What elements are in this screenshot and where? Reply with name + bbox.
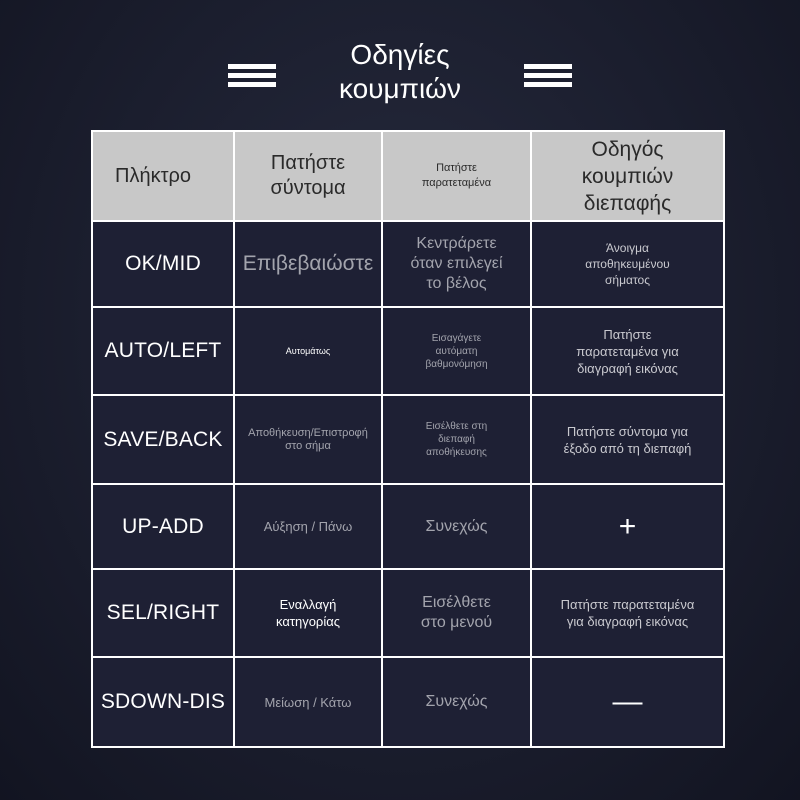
key-label: SDOWN-DIS xyxy=(100,690,226,713)
column-header-line: διεπαφής xyxy=(583,191,672,215)
cell-text: το βέλος xyxy=(426,275,487,292)
cell-text: αυτόματη xyxy=(435,345,478,357)
table-header-row xyxy=(92,131,724,221)
short-press-cell xyxy=(234,569,382,657)
column-header-long-press xyxy=(382,131,531,221)
column-header-line: παρατεταμένα xyxy=(421,177,492,189)
cell-text: βαθμονόμηση xyxy=(425,358,488,370)
ui-guide-cell xyxy=(531,569,724,657)
key-label: AUTO/LEFT xyxy=(104,339,222,362)
cell-text: διεπαφή xyxy=(438,434,475,445)
cell-text: για διαγραφή εικόνας xyxy=(566,614,689,629)
ui-guide-cell xyxy=(531,657,724,747)
cell-text: Εισαγάγετε xyxy=(431,332,482,344)
cell-text: Αποθήκευση/Επιστροφή xyxy=(248,426,368,439)
key-cell xyxy=(92,569,234,657)
cell-text: Επιβεβαιώστε xyxy=(242,252,374,275)
key-label: SEL/RIGHT xyxy=(106,601,220,624)
table-row xyxy=(92,484,724,569)
key-cell xyxy=(92,307,234,395)
plus-icon: + xyxy=(618,509,637,543)
title-line-1: Οδηγίες xyxy=(350,39,450,70)
title-line-2: κουμπιών xyxy=(338,73,462,104)
key-label: OK/MID xyxy=(125,252,201,275)
cell-text: σήματος xyxy=(605,273,650,287)
key-label: SAVE/BACK xyxy=(103,427,223,451)
key-label: UP-ADD xyxy=(122,514,204,538)
cell-text: στο σήμα xyxy=(285,439,331,452)
short-press-cell xyxy=(234,221,382,307)
short-press-cell xyxy=(234,484,382,569)
cell-text: έξοδο από τη διεπαφή xyxy=(563,440,692,456)
key-cell xyxy=(92,395,234,484)
cell-text: παρατεταμένα για xyxy=(576,343,679,359)
long-press-cell xyxy=(382,569,531,657)
cell-text: Αυτομάτως xyxy=(285,346,331,356)
ui-guide-cell xyxy=(531,395,724,484)
long-press-cell xyxy=(382,221,531,307)
column-header-key xyxy=(92,131,234,221)
table-row xyxy=(92,395,724,484)
cell-text: Αύξηση / Πάνω xyxy=(263,519,353,534)
cell-text: Πατήστε xyxy=(603,326,652,342)
column-header-line: Πατήστε xyxy=(270,152,346,174)
short-press-cell xyxy=(234,395,382,484)
cell-text: κατηγορίας xyxy=(275,614,341,629)
long-press-cell xyxy=(382,484,531,569)
cell-text: διαγραφή εικόνας xyxy=(577,360,678,376)
cell-text: Εισέλθετε xyxy=(422,594,491,611)
column-header-line: Πατήστε xyxy=(436,162,477,174)
table-row xyxy=(92,657,724,747)
cell-text: όταν επιλεγεί xyxy=(410,255,503,272)
cell-text: Εναλλαγή xyxy=(279,597,337,612)
long-press-cell xyxy=(382,307,531,395)
short-press-cell xyxy=(234,307,382,395)
cell-text: Άνοιγμα xyxy=(606,241,649,255)
key-cell xyxy=(92,484,234,569)
cell-text: αποθήκευσης xyxy=(426,447,487,458)
long-press-cell xyxy=(382,657,531,747)
short-press-cell xyxy=(234,657,382,747)
column-header-line: κουμπιών xyxy=(581,164,674,188)
cell-text: Εισέλθετε στη xyxy=(425,421,488,432)
key-cell xyxy=(92,657,234,747)
cell-text: αποθηκευμένου xyxy=(585,257,670,271)
cell-text: Μείωση / Κάτω xyxy=(264,694,352,710)
cell-text: Πατήστε παρατεταμένα xyxy=(560,597,695,612)
cell-text: Συνεχώς xyxy=(425,517,488,535)
cell-text: στο μενού xyxy=(420,614,493,631)
column-header-label: Πλήκτρο xyxy=(115,164,191,187)
table-row xyxy=(92,307,724,395)
button-guide-table xyxy=(91,130,725,748)
ui-guide-cell xyxy=(531,221,724,307)
menu-icon xyxy=(524,64,572,92)
key-cell xyxy=(92,221,234,307)
table-row xyxy=(92,221,724,307)
column-header-line: Οδηγός xyxy=(591,137,664,161)
column-header-short-press xyxy=(234,131,382,221)
cell-text: Πατήστε σύντομα για xyxy=(566,423,689,439)
header xyxy=(0,38,800,118)
column-header-ui-guide xyxy=(531,131,724,221)
long-press-cell xyxy=(382,395,531,484)
menu-icon xyxy=(228,64,276,92)
table-row xyxy=(92,569,724,657)
page-title xyxy=(300,38,500,106)
ui-guide-cell xyxy=(531,307,724,395)
ui-guide-cell xyxy=(531,484,724,569)
cell-text: Συνεχώς xyxy=(425,693,488,710)
cell-text: Κεντράρετε xyxy=(416,235,497,252)
minus-icon: — xyxy=(612,685,643,718)
column-header-line: σύντομα xyxy=(270,177,346,199)
